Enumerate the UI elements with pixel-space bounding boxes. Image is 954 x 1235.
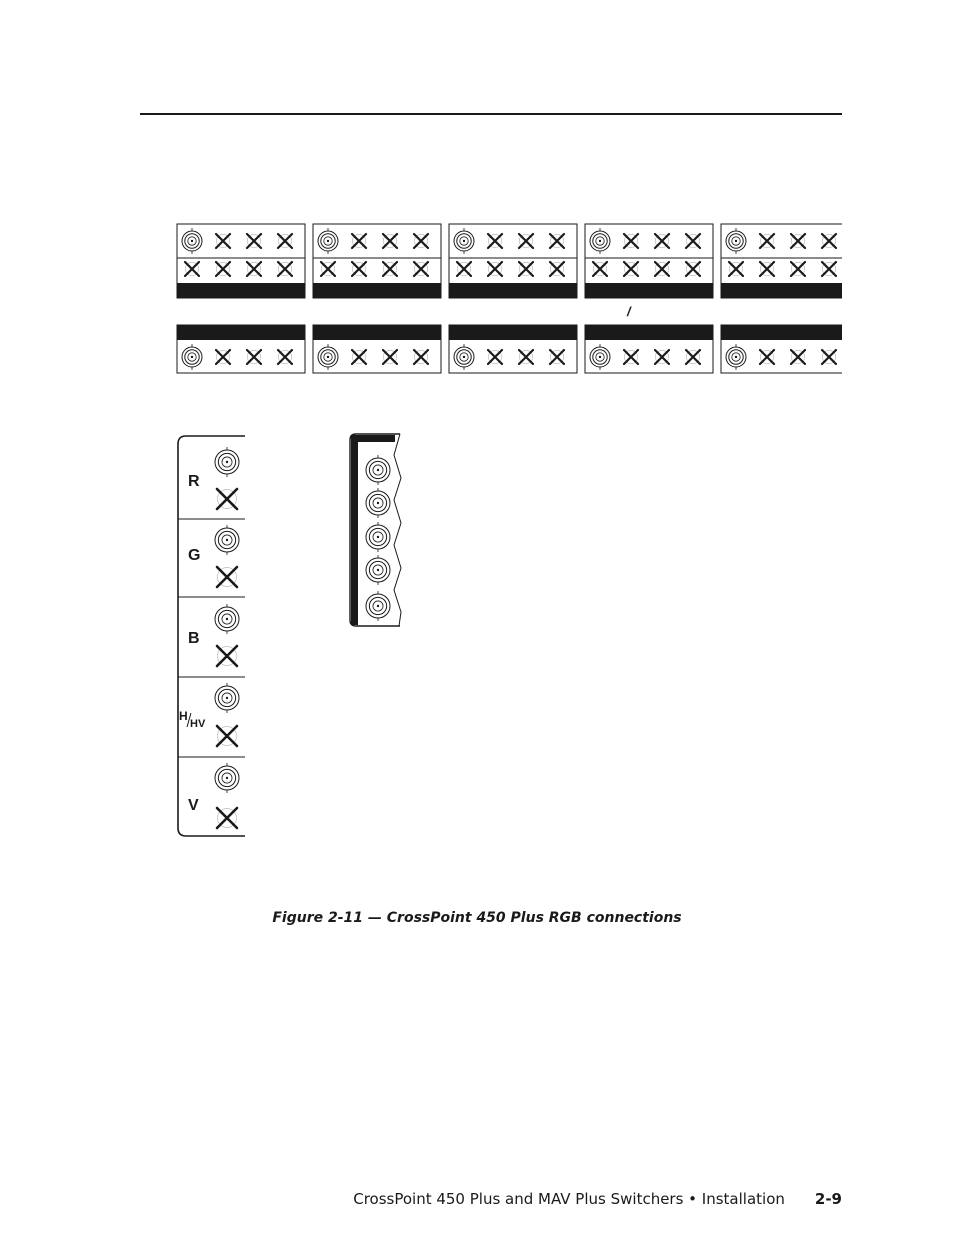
output-connector-block xyxy=(350,434,401,626)
label-b: B xyxy=(188,630,200,647)
bnc-connector-icon xyxy=(215,447,239,477)
footer-title: CrossPoint 450 Plus and MAV Plus Switchers • Installation xyxy=(353,1190,785,1208)
unused-connector-x-icon xyxy=(217,567,237,587)
label-h: H xyxy=(179,709,188,723)
unused-connector-x-icon xyxy=(217,726,237,746)
bnc-connector-icon xyxy=(215,525,239,555)
label-hv: HV xyxy=(190,718,206,730)
page-footer xyxy=(353,1190,842,1208)
output-panel-break-edge xyxy=(394,434,401,626)
bnc-connector-icon xyxy=(366,591,390,621)
bnc-connector-icon xyxy=(215,763,239,793)
input-group-2 xyxy=(313,224,441,373)
bnc-connector-icon xyxy=(366,555,390,585)
unused-connector-x-icon xyxy=(217,808,237,828)
output-panel-edge xyxy=(351,435,358,625)
page-number: 2-9 xyxy=(814,1190,842,1208)
bnc-connector-icon xyxy=(366,522,390,552)
rear-panel-strip xyxy=(177,224,849,373)
slash-mark: / xyxy=(627,304,631,319)
bnc-connector-icon xyxy=(215,683,239,713)
unused-connector-x-icon xyxy=(217,646,237,666)
input-group-5 xyxy=(721,224,849,373)
input-group-1 xyxy=(177,224,305,373)
bnc-connector-icon xyxy=(366,488,390,518)
output-panel-top xyxy=(351,435,395,442)
label-v: V xyxy=(188,797,199,814)
bnc-connector-icon xyxy=(215,604,239,634)
rgb-connector-block xyxy=(178,436,245,836)
input-group-4 xyxy=(585,224,713,373)
unused-connector-x-icon xyxy=(217,489,237,509)
label-g: G xyxy=(188,547,201,564)
label-r: R xyxy=(188,473,200,490)
bnc-connector-icon xyxy=(366,455,390,485)
input-group-3 xyxy=(449,224,577,373)
figure-caption: Figure 2-11 — CrossPoint 450 Plus RGB connections xyxy=(272,910,682,926)
